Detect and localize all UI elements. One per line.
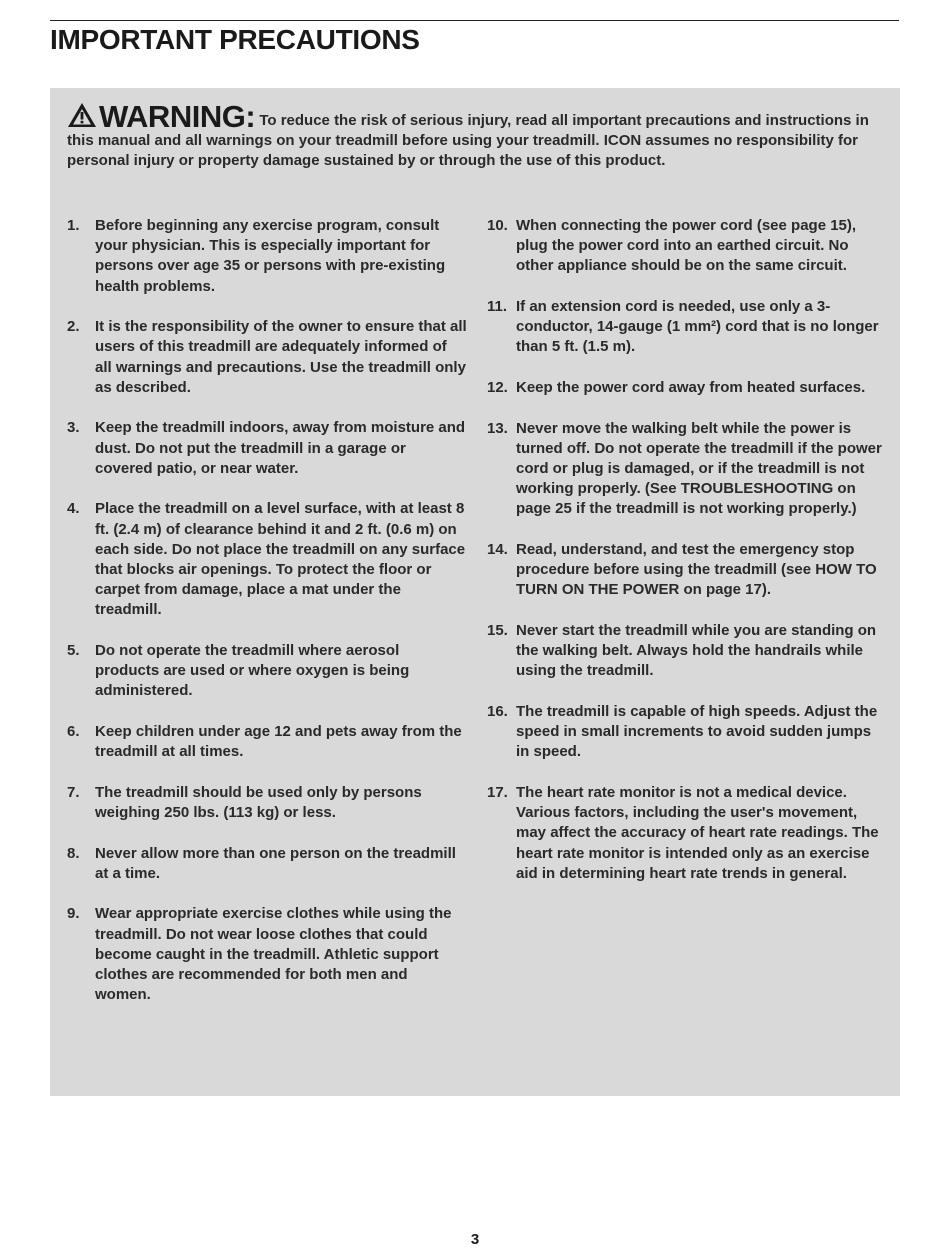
precaution-item: [67, 641, 467, 702]
item-number: 9.: [67, 905, 80, 923]
item-number: 8.: [67, 844, 80, 862]
item-number: 4.: [67, 500, 80, 518]
precaution-item: [67, 499, 467, 620]
item-text: If an extension cord is needed, use only a 3-conductor, 14-gauge (1 mm²) cord that is no longer than 5 ft. (1.5 m).: [516, 298, 879, 356]
item-text: The heart rate monitor is not a medical device. Various factors, including the user's movement, may affect the accuracy of heart rate readings. The heart rate monitor is intended only as an exercise aid in determining heart rate trends in general.: [516, 784, 879, 882]
item-text: It is the responsibility of the owner to ensure that all users of this treadmill are adequately informed of all warnings and precautions. Use the treadmill only as described.: [95, 318, 467, 396]
item-number: 5.: [67, 642, 80, 660]
precaution-item: [487, 216, 887, 277]
item-number: 11.: [487, 298, 508, 315]
warning-block: [67, 99, 879, 172]
precaution-item: [67, 722, 467, 762]
item-number: 3.: [67, 419, 80, 437]
item-text: The treadmill should be used only by persons weighing 250 lbs. (113 kg) or less.: [95, 783, 422, 822]
precautions-panel: [50, 88, 900, 1096]
precaution-item: [67, 418, 467, 479]
item-text: Keep children under age 12 and pets away from the treadmill at all times.: [95, 723, 462, 761]
item-number: 14.: [487, 541, 508, 558]
top-rule: [50, 20, 899, 21]
item-number: 17.: [487, 784, 508, 801]
item-number: 16.: [487, 703, 508, 720]
precautions-left-column: [67, 216, 467, 1026]
warning-triangle-icon: [67, 102, 97, 128]
item-text: Read, understand, and test the emergency stop procedure before using the treadmill (see HOW TO TURN ON THE POWER on page 17).: [516, 541, 877, 599]
page-title: IMPORTANT PRECAUTIONS: [50, 24, 420, 55]
item-number: 15.: [487, 622, 508, 639]
item-text: Before beginning any exercise program, consult your physician. This is especially important for persons over age 35 or persons with pre-existing health problems.: [95, 217, 446, 295]
precautions-right-column: [487, 216, 887, 904]
precaution-item: [67, 904, 467, 1005]
item-number: 10.: [487, 217, 508, 234]
precaution-item: [487, 297, 887, 358]
precaution-item: [487, 378, 887, 398]
item-number: 12.: [487, 379, 508, 396]
precaution-item: [67, 317, 467, 398]
item-text: Do not operate the treadmill where aerosol products are used or where oxygen is being administered.: [95, 642, 410, 700]
item-number: 1.: [67, 217, 80, 234]
item-number: 2.: [67, 318, 80, 336]
item-text: Never start the treadmill while you are standing on the walking belt. Always hold the handrails while using the treadmill.: [516, 622, 877, 680]
item-text: Keep the power cord away from heated surfaces.: [516, 379, 866, 396]
precaution-item: [67, 216, 467, 297]
precaution-item: [487, 783, 887, 884]
item-text: When connecting the power cord (see page 15), plug the power cord into an earthed circuit. No other appliance should be on the same circuit.: [516, 217, 857, 275]
item-number: 6.: [67, 723, 80, 741]
warning-text: To reduce the risk of serious injury, read all important precautions and instructions in this manual and all warnings on your treadmill before using your treadmill. ICON assumes no responsibility for personal injury or property damage sustained by or through the use of this product.: [67, 112, 869, 170]
item-text: Never allow more than one person on the treadmill at a time.: [95, 844, 456, 882]
precaution-item: [487, 540, 887, 601]
warning-heading: WARNING:: [99, 99, 256, 134]
item-text: Wear appropriate exercise clothes while using the treadmill. Do not wear loose clothes that could become caught in the treadmill. Athletic support clothes are recommended for both men and women.: [95, 905, 452, 1004]
item-text: Place the treadmill on a level surface, with at least 8 ft. (2.4 m) of clearance behind it and 2 ft. (0.6 m) on each side. Do not place the treadmill on any surface that blocks air openings. To protect the floor or carpet from damage, place a mat under the treadmill.: [95, 500, 466, 619]
item-text: Keep the treadmill indoors, away from moisture and dust. Do not put the treadmill in a garage or covered patio, or near water.: [95, 419, 466, 477]
precaution-item: [487, 702, 887, 763]
item-number: 7.: [67, 783, 80, 801]
item-text: The treadmill is capable of high speeds. Adjust the speed in small increments to avoid sudden jumps in speed.: [516, 703, 878, 761]
item-number: 13.: [487, 419, 508, 437]
precaution-item: [67, 844, 467, 884]
precaution-item: [487, 419, 887, 520]
precaution-item: [487, 621, 887, 682]
item-text: Never move the walking belt while the power is turned off. Do not operate the treadmill if the power cord or plug is damaged, or if the treadmill is not working properly. (See TROUBLESHOOTING on page 25 if the treadmill is not working properly.): [516, 419, 882, 518]
precaution-item: [67, 783, 467, 823]
page-number: 3: [470, 1231, 480, 1248]
